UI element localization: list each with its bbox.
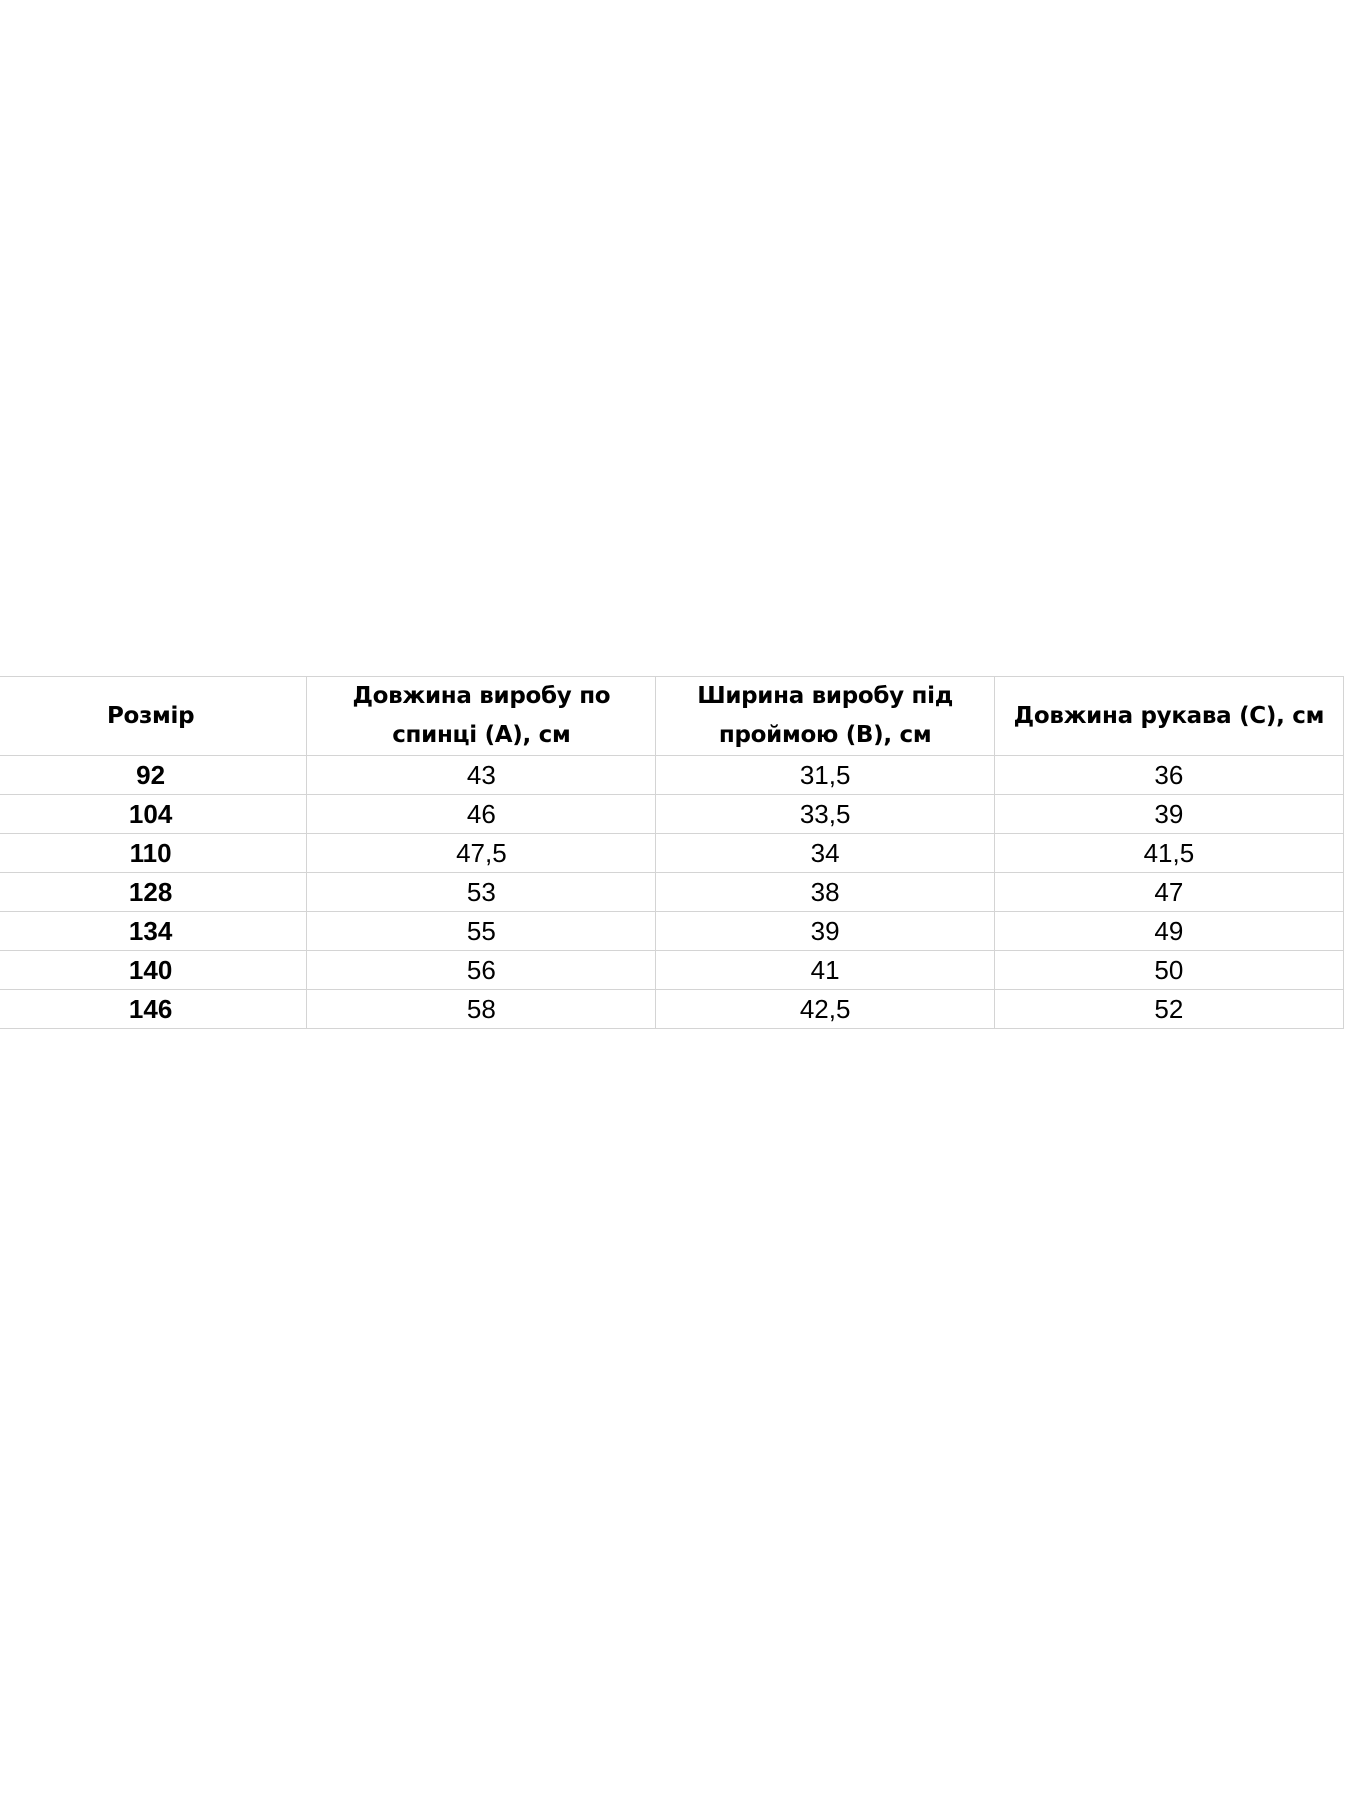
size-cell: 146 (0, 990, 307, 1029)
width-cell: 38 (656, 873, 994, 912)
back-length-cell: 47,5 (307, 834, 656, 873)
sleeve-length-cell: 52 (994, 990, 1343, 1029)
back-length-cell: 43 (307, 756, 656, 795)
width-cell: 31,5 (656, 756, 994, 795)
table-row (0, 912, 1344, 951)
width-cell: 34 (656, 834, 994, 873)
table-row (0, 795, 1344, 834)
back-length-cell: 46 (307, 795, 656, 834)
width-cell: 41 (656, 951, 994, 990)
table-row (0, 873, 1344, 912)
sleeve-length-cell: 50 (994, 951, 1343, 990)
back-length-cell: 58 (307, 990, 656, 1029)
size-cell: 134 (0, 912, 307, 951)
table-row (0, 756, 1344, 795)
width-cell: 42,5 (656, 990, 994, 1029)
width-cell: 39 (656, 912, 994, 951)
back-length-cell: 55 (307, 912, 656, 951)
table-header-row (0, 677, 1344, 756)
size-chart-table (0, 676, 1344, 1029)
size-cell: 92 (0, 756, 307, 795)
header-width-under-armhole: Ширина виробу під проймою (В), см (656, 677, 994, 756)
header-size: Розмір (0, 677, 307, 756)
table-row (0, 951, 1344, 990)
size-cell: 104 (0, 795, 307, 834)
sleeve-length-cell: 36 (994, 756, 1343, 795)
table-row (0, 834, 1344, 873)
back-length-cell: 53 (307, 873, 656, 912)
size-cell: 110 (0, 834, 307, 873)
width-cell: 33,5 (656, 795, 994, 834)
sleeve-length-cell: 49 (994, 912, 1343, 951)
size-cell: 140 (0, 951, 307, 990)
size-cell: 128 (0, 873, 307, 912)
back-length-cell: 56 (307, 951, 656, 990)
sleeve-length-cell: 39 (994, 795, 1343, 834)
header-sleeve-length: Довжина рукава (С), см (994, 677, 1343, 756)
sleeve-length-cell: 47 (994, 873, 1343, 912)
table-row (0, 990, 1344, 1029)
sleeve-length-cell: 41,5 (994, 834, 1343, 873)
header-back-length: Довжина виробу по спинці (А), см (307, 677, 656, 756)
